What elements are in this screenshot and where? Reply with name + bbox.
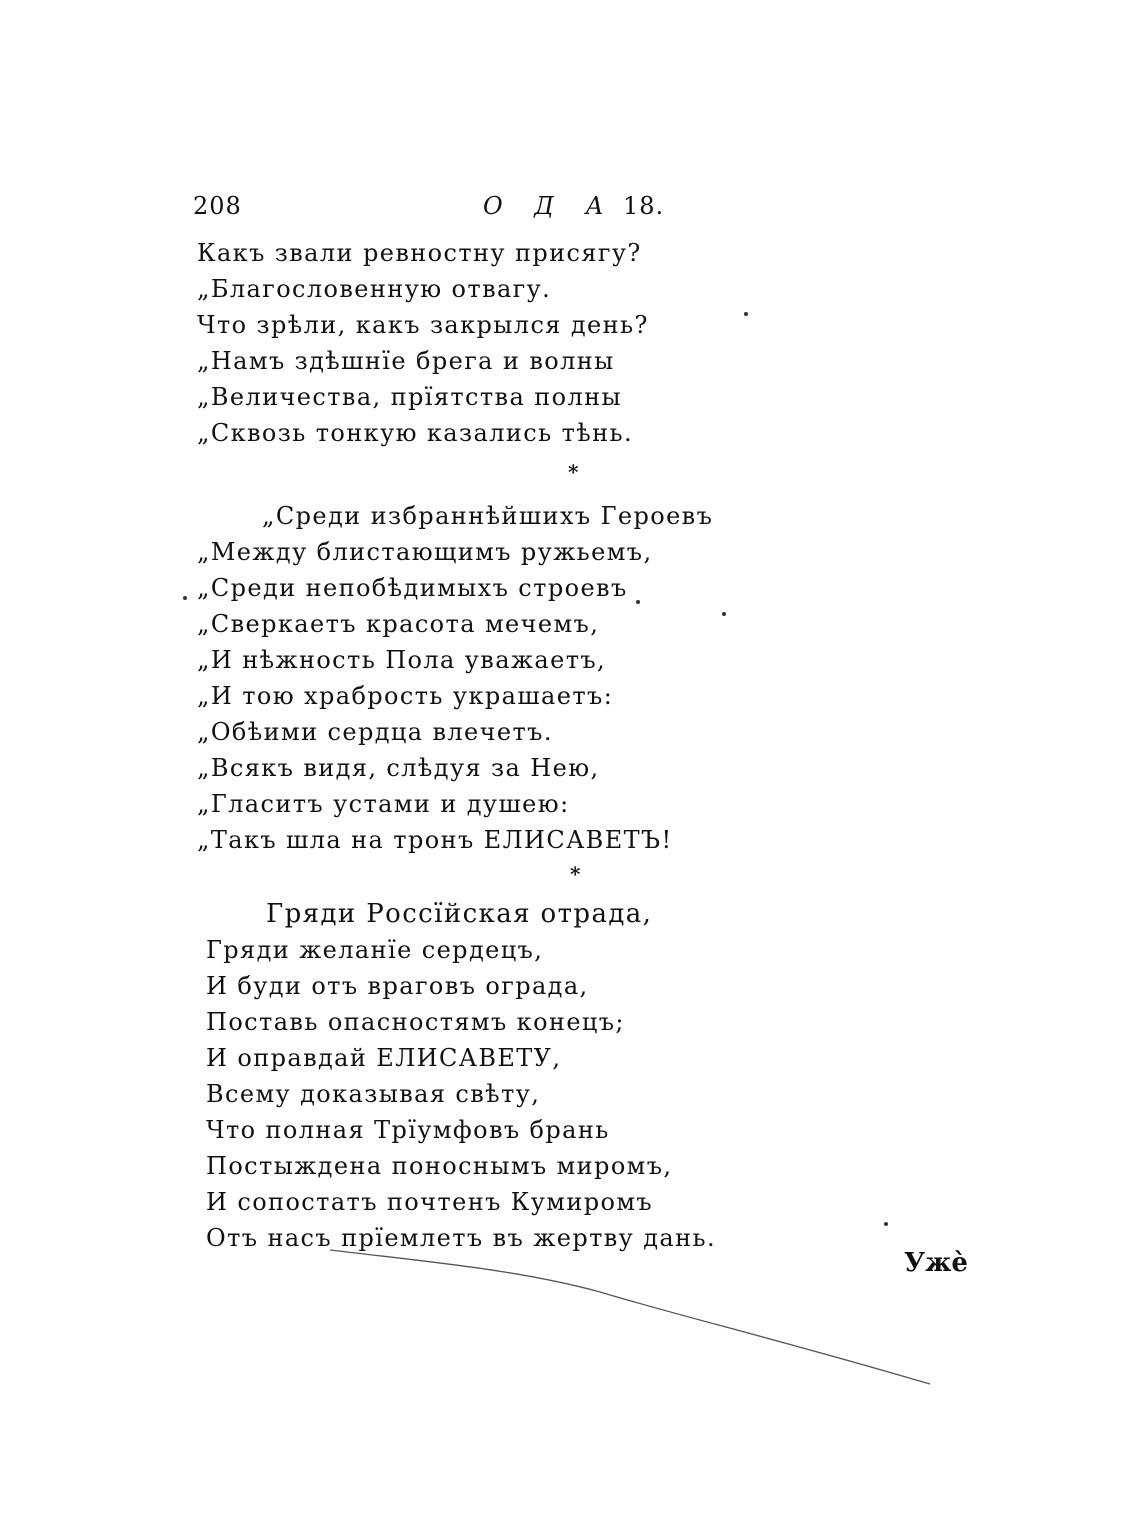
- ink-speck: [636, 600, 640, 604]
- verse-line: „Всякъ видя, слѣдуя за Нею,: [197, 754, 600, 782]
- ink-speck: [884, 1222, 888, 1226]
- verse-line: „Такъ шла на тронъ ЕЛИСАВЕТЪ!: [197, 826, 673, 854]
- stanza-ornament: *: [570, 862, 581, 886]
- verse-line: „Среди избраннѣйшихъ Героевъ: [262, 502, 714, 530]
- ink-speck: [183, 596, 187, 600]
- stanza-ornament: *: [568, 460, 579, 484]
- verse-line: Поставь опасностямъ конецъ;: [206, 1008, 625, 1036]
- verse-line: Всему доказывая свѣту,: [206, 1080, 541, 1108]
- verse-line: Какъ звали ревностну присягу?: [197, 239, 642, 267]
- verse-line: Что зрѣли, какъ закрылся день?: [197, 311, 649, 339]
- verse-line: И оправдай ЕЛИСАВЕТУ,: [206, 1044, 562, 1072]
- catchword: Ужè: [904, 1248, 968, 1278]
- verse-line: „Между блистающимъ ружьемъ,: [197, 538, 653, 566]
- verse-line: Что полная Трїумфовъ брань: [206, 1116, 610, 1144]
- verse-line: „Величества, прїятства полны: [197, 383, 622, 411]
- verse-line: И сопостатъ почтенъ Кумиромъ: [206, 1188, 654, 1216]
- verse-line: „Гласитъ устами и душею:: [197, 790, 570, 818]
- verse-line: „Сверкаетъ красота мечемъ,: [197, 610, 600, 638]
- page-number: 208: [193, 192, 242, 220]
- page-header: [193, 192, 673, 226]
- verse-line: „И нѣжность Пола уважаетъ,: [197, 646, 607, 674]
- verse-line: Постыждена поноснымъ миромъ,: [206, 1152, 673, 1180]
- verse-line: „Обѣими сердца влечетъ.: [197, 718, 553, 746]
- verse-line: Гряди желанїе сердецъ,: [206, 936, 544, 964]
- verse-line: „Благословенную отвагу.: [197, 275, 552, 303]
- verse-line: „И тою храбрость украшаетъ:: [197, 682, 614, 710]
- ink-speck: [722, 612, 726, 616]
- verse-line: „Среди непобѣдимыхъ строевъ: [197, 574, 628, 602]
- verse-line: Отъ насъ прїемлетъ въ жертву дань.: [206, 1224, 716, 1252]
- verse-line: „Сквозь тонкую казались тѣнь.: [197, 419, 634, 447]
- verse-line: И буди отъ враговъ ограда,: [206, 972, 589, 1000]
- verse-line: „Намъ здѣшнїе брега и волны: [197, 347, 615, 375]
- verse-line: Гряди Россїйская отрада,: [266, 899, 653, 929]
- ink-speck: [744, 312, 748, 316]
- ode-number: 18.: [623, 192, 665, 220]
- running-title: О Д А: [483, 192, 616, 220]
